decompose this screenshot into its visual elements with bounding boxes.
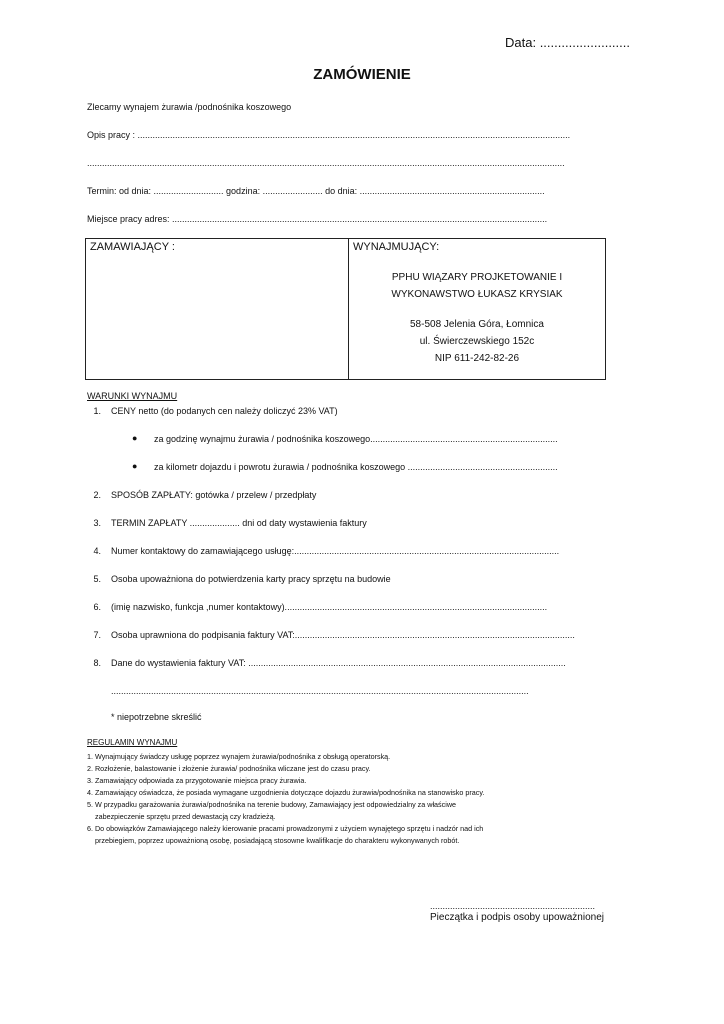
- company-address-line2: ul. Świerczewskiego 152c: [419, 336, 535, 347]
- company-name-line1: PPHU WIĄZARY PROJKETOWANIE I: [391, 272, 563, 283]
- item-authorized-person: Osoba upoważniona do potwierdzenia karty pracy sprzętu na budowie: [111, 574, 391, 584]
- regulation-line: 1. Wynajmujący świadczy usługę poprzez wynajem żurawia/podnośnika z obsługą operatorską.: [87, 752, 391, 761]
- regulation-line: 3. Zamawiający odpowiada za przygotowanie miejsca pracy żurawia.: [87, 776, 307, 785]
- intro-text: Zlecamy wynajem żurawia /podnośnika koszowego: [87, 102, 292, 112]
- item-number: 8.: [93, 658, 101, 668]
- item-number: 2.: [93, 490, 101, 500]
- parties-table: [85, 238, 606, 380]
- item-person-details[interactable]: (imię nazwisko, funkcja ,numer kontaktowy).........................................................................................................: [111, 602, 548, 612]
- regulation-line: 5. W przypadku garażowania żurawia/podnośnika na terenie budowy, Zamawiający jest odpowiedzialny za właściwe: [87, 800, 457, 809]
- item-payment-method[interactable]: SPOSÓB ZAPŁATY: gotówka / przelew / przedpłaty: [111, 490, 317, 500]
- item-invoice-data-continued[interactable]: .......................................................................................................................................................................: [111, 686, 529, 696]
- item-number: 7.: [93, 630, 101, 640]
- item-number: 3.: [93, 518, 101, 528]
- item-number: 6.: [93, 602, 101, 612]
- item-invoice-signer[interactable]: Osoba uprawniona do podpisania faktury VAT:................................................................................................................: [111, 630, 575, 640]
- strike-note: * niepotrzebne skreślić: [111, 712, 202, 722]
- company-nip: NIP 611-242-82-26: [434, 353, 520, 364]
- work-description-field[interactable]: Opis pracy : .............................................................................................................................................................................: [87, 130, 571, 140]
- bullet-icon: ●: [132, 433, 138, 443]
- signature-label: Pieczątka i podpis osoby upoważnionej: [430, 912, 604, 923]
- work-address-field[interactable]: Miejsce pracy adres: ......................................................................................................................................................: [87, 214, 548, 224]
- item-invoice-data[interactable]: Dane do wystawienia faktury VAT: ...............................................................................................................................: [111, 658, 566, 668]
- company-name-line2: WYKONAWSTWO ŁUKASZ KRYSIAK: [391, 289, 563, 300]
- km-rate-field[interactable]: za kilometr dojazdu i powrotu żurawia / podnośnika koszowego ............................................................: [154, 462, 558, 472]
- bullet-icon: ●: [132, 461, 138, 471]
- rental-terms-heading: WARUNKI WYNAJMU: [87, 391, 178, 401]
- signature-field[interactable]: ..................................................................: [430, 901, 596, 911]
- hourly-rate-field[interactable]: za godzinę wynajmu żurawia / podnośnika koszowego...........................................................................: [154, 434, 558, 444]
- page-title: ZAMÓWIENIE: [313, 66, 411, 83]
- work-description-continued-field[interactable]: ...............................................................................................................................................................................................: [87, 158, 565, 168]
- item-payment-term[interactable]: TERMIN ZAPŁATY .................... dni od daty wystawienia faktury: [111, 518, 367, 528]
- item-contact-number[interactable]: Numer kontaktowy do zamawiającego usługę:..........................................................................................................: [111, 546, 560, 556]
- ordering-party-cell[interactable]: [86, 239, 349, 379]
- date-field[interactable]: Data: .........................: [505, 35, 630, 50]
- regulations-heading: REGULAMIN WYNAJMU: [87, 738, 178, 747]
- ordering-party-label: ZAMAWIAJĄCY :: [90, 241, 175, 253]
- regulation-line: 6. Do obowiązków Zamawiającego należy kierowanie pracami prowadzonymi z użyciem wynajętego sprzętu i nadzór nad ich: [87, 824, 484, 833]
- regulation-line: 2. Rozłożenie, balastowanie i złożenie żurawia/ podnośnika wliczane jest do czasu pracy.: [87, 764, 371, 773]
- regulation-line: 4. Zamawiający oświadcza, że posiada wymagane uzgodnienia dotyczące dojazdu żurawia/podnośnika na stanowisko pracy.: [87, 788, 485, 797]
- regulation-line: przebiegiem, poprzez upoważnioną osobę, posiadającą stosowne kwalifikacje do charakteru wykonywanych robót.: [87, 836, 460, 845]
- lessor-label: WYNAJMUJĄCY:: [353, 241, 440, 253]
- item-number: 4.: [93, 546, 101, 556]
- date-range-field[interactable]: Termin: od dnia: ............................ godzina: ........................ do dnia: ..........................................................................: [87, 186, 545, 196]
- lessor-cell: [349, 239, 605, 379]
- company-address-line1: 58-508 Jelenia Góra, Łomnica: [410, 319, 544, 330]
- regulation-line: zabezpieczenie sprzętu przed dewastacją czy kradzieżą.: [87, 812, 276, 821]
- item-prices: CENY netto (do podanych cen należy doliczyć 23% VAT): [111, 406, 338, 416]
- item-number: 5.: [93, 574, 101, 584]
- item-number: 1.: [93, 406, 101, 416]
